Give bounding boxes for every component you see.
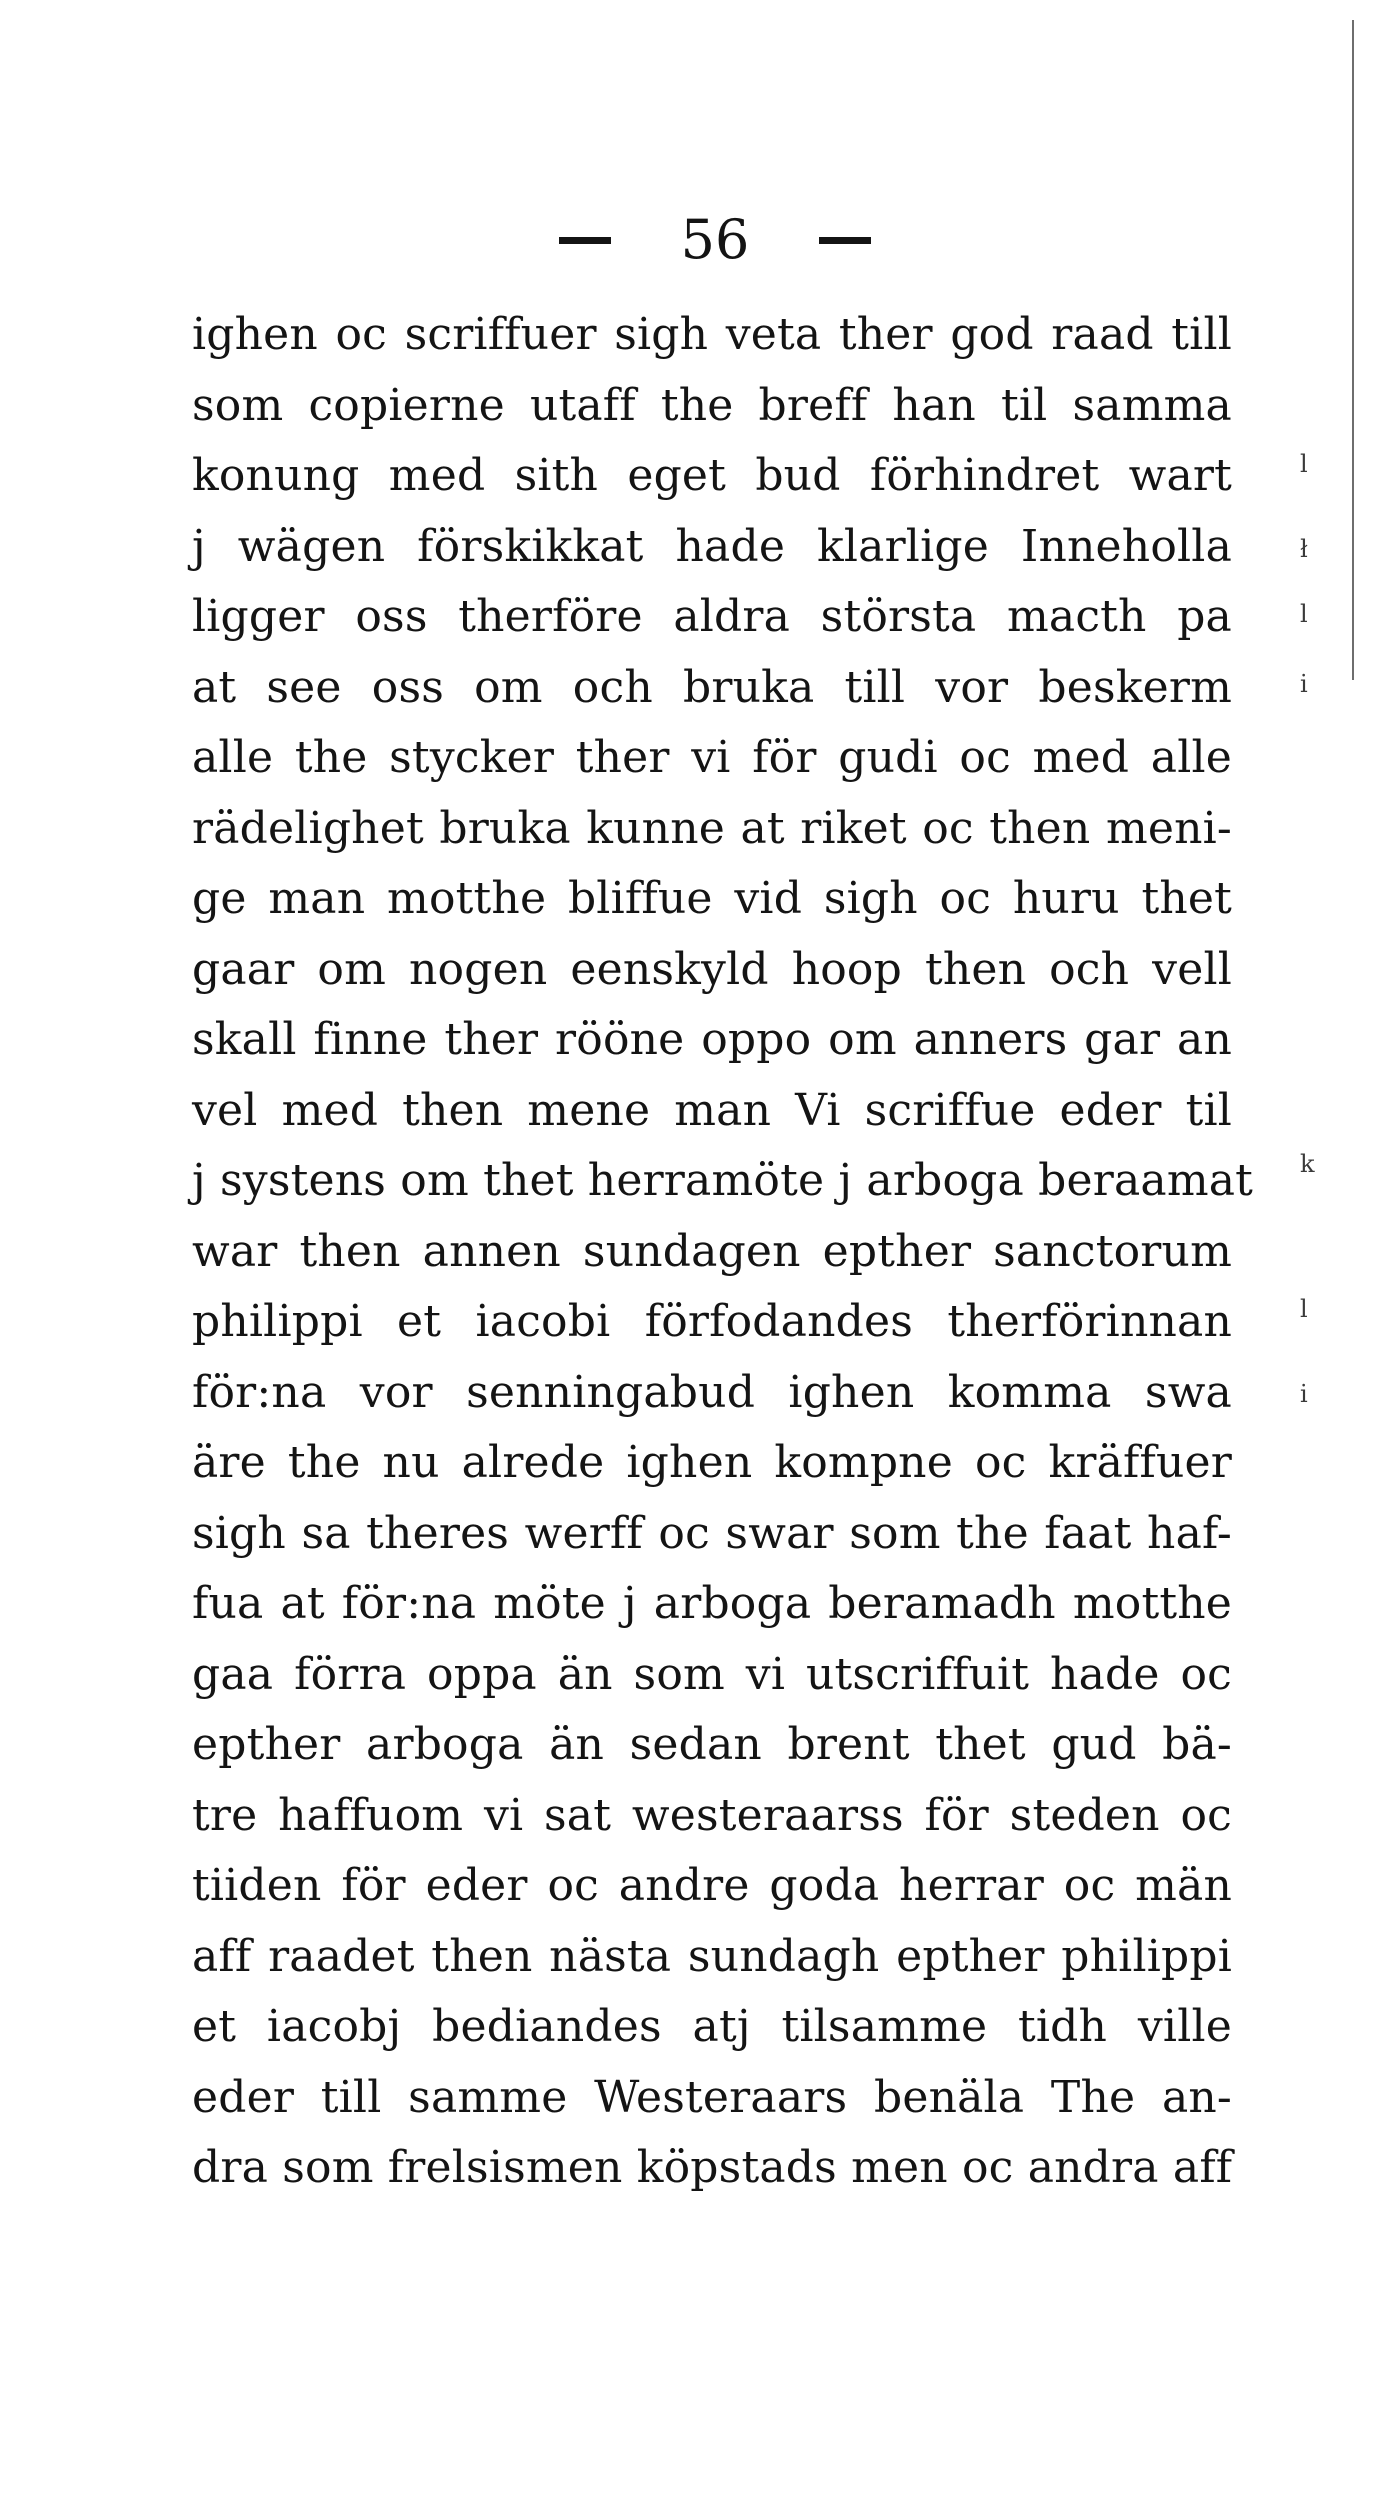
text-line: äre the nu alrede ighen kompne oc kräffuer [192, 1437, 1232, 1488]
right-dash [819, 237, 871, 244]
text-line: alle the stycker ther vi för gudi oc med alle [192, 732, 1232, 783]
text-line: gaa förra oppa än som vi utscriffuit hade oc [192, 1648, 1232, 1700]
facing-page-edge [1300, 0, 1360, 2496]
page-number: 56 [680, 208, 750, 271]
margin-mark: k [1300, 1150, 1315, 1178]
text-line: konung med sith eget bud förhindret wart [192, 450, 1232, 501]
text-line: at see oss om och bruka till vor beskerm [192, 661, 1232, 713]
margin-mark: ł [1300, 535, 1308, 563]
text-line: för:na vor senningabud ighen komma swa [192, 1366, 1232, 1418]
text-line: ligger oss therföre aldra största macth pa [192, 591, 1232, 642]
body-text [192, 300, 1254, 2204]
text-line: tiiden för eder oc andre goda herrar oc män [192, 1860, 1232, 1911]
text-line: skall finne ther rööne oppo om anners gar an [192, 1014, 1232, 1065]
margin-mark: i [1300, 1380, 1308, 1408]
text-line: tre haffuom vi sat westeraarss för steden oc [192, 1789, 1232, 1841]
text-line: j systens om thet herramöte j arboga beraamat [192, 1155, 1254, 1206]
text-line: som copierne utaff the breff han til samma [192, 379, 1232, 431]
margin-mark: l [1300, 450, 1308, 478]
page-edge-rule [1352, 20, 1354, 680]
margin-mark: i [1300, 670, 1308, 698]
margin-mark: l [1300, 1295, 1308, 1323]
text-line: sigh sa theres werff oc swar som the faat haf- [192, 1507, 1232, 1559]
text-line: vel med then mene man Vi scriffue eder til [192, 1084, 1232, 1136]
text-line: philippi et iacobi förfodandes therförinnan [192, 1296, 1232, 1347]
text-line: eder till samme Westeraars benäla The an- [192, 2071, 1232, 2123]
text-line: epther arboga än sedan brent thet gud bä- [192, 1719, 1232, 1770]
page-header [520, 205, 910, 275]
text-line: aff raadet then nästa sundagh epther philippi [192, 1930, 1232, 1982]
text-line: rädelighet bruka kunne at riket oc then meni- [192, 802, 1232, 854]
text-line: et iacobj bediandes atj tilsamme tidh ville [192, 2001, 1232, 2052]
text-line: ge man motthe bliffue vid sigh oc huru thet [192, 873, 1232, 924]
text-line: fua at för:na möte j arboga beramadh motthe [192, 1578, 1232, 1629]
margin-mark: l [1300, 600, 1308, 628]
text-line: war then annen sundagen epther sanctorum [192, 1225, 1232, 1277]
left-dash [559, 237, 611, 244]
text-line: ighen oc scriffuer sigh veta ther god raad till [192, 309, 1232, 360]
text-line: j wägen förskikkat hade klarlige Inneholla [192, 520, 1232, 572]
text-line: dra som frelsismen köpstads men oc andra aff [192, 2142, 1233, 2193]
text-line: gaar om nogen eenskyld hoop then och vell [192, 943, 1232, 995]
